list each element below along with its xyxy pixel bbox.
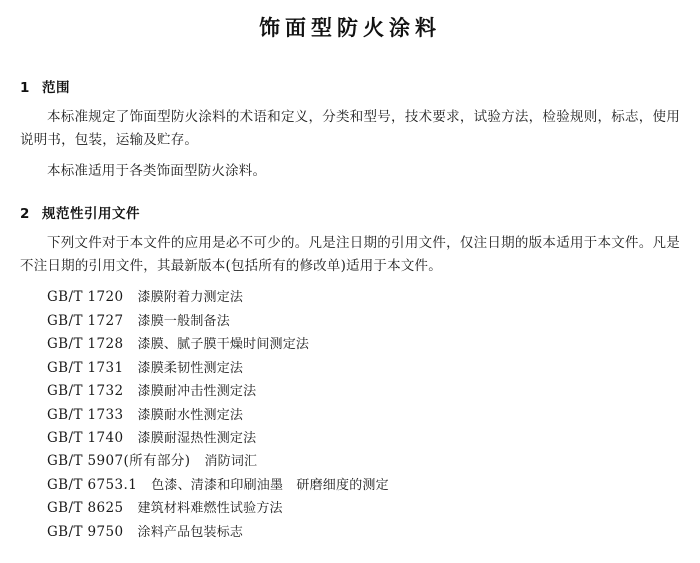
reference-title: 漆膜一般制备法 — [137, 313, 230, 329]
reference-title: 漆膜耐冲击性测定法 — [137, 384, 257, 400]
reference-code: GB/T 1728 — [47, 336, 124, 353]
reference-code: GB/T 1720 — [47, 289, 124, 306]
list-item — [20, 474, 680, 497]
list-item — [20, 427, 680, 450]
reference-code: GB/T 5907(所有部分) — [47, 453, 191, 470]
list-item — [20, 333, 680, 356]
reference-code: GB/T 1727 — [47, 312, 124, 329]
reference-title: 消防词汇 — [204, 454, 258, 470]
list-item — [20, 380, 680, 403]
page-title: 饰面型防火涂料 — [259, 16, 441, 40]
references-intro-paragraph: 下列文件对于本文件的应用是必不可少的。凡是注日期的引用文件，仅注日期的版本适用于本文件。凡是不注日期的引用文件，其最新版本(包括所有的修改单)适用于本文件。 — [20, 234, 680, 274]
list-item — [20, 286, 680, 309]
section-title: 规范性引用文件 — [42, 205, 140, 222]
section-title: 范围 — [42, 80, 70, 96]
section-number: 2 — [20, 205, 30, 222]
section-heading-normative-references — [20, 202, 680, 222]
scope-paragraph-2: 本标准适用于各类饰面型防火涂料。 — [47, 163, 267, 180]
reference-code: GB/T 1731 — [47, 359, 124, 376]
section-number: 1 — [20, 80, 30, 96]
normative-reference-list — [20, 286, 680, 544]
reference-title: 建筑材料难燃性试验方法 — [137, 501, 283, 517]
list-item — [20, 404, 680, 427]
scope-paragraph-1: 本标准规定了饰面型防火涂料的术语和定义，分类和型号，技术要求，试验方法，检验规则，标志，使用说明书，包装，运输及贮存。 — [20, 109, 680, 149]
reference-title: 漆膜耐水性测定法 — [137, 407, 244, 423]
reference-title: 漆膜柔韧性测定法 — [137, 360, 244, 376]
list-item — [20, 357, 680, 380]
reference-title: 漆膜附着力测定法 — [137, 290, 244, 306]
reference-code: GB/T 1732 — [47, 383, 124, 400]
reference-code: GB/T 6753.1 — [47, 476, 138, 493]
reference-title: 涂料产品包装标志 — [137, 524, 244, 540]
reference-code: GB/T 8625 — [47, 500, 124, 517]
reference-code: GB/T 1733 — [47, 406, 124, 423]
list-item — [20, 497, 680, 520]
reference-title: 漆膜、腻子膜干燥时间测定法 — [137, 337, 310, 353]
reference-code: GB/T 1740 — [47, 430, 124, 446]
list-item — [20, 521, 680, 544]
reference-title: 漆膜耐湿热性测定法 — [137, 431, 257, 446]
list-item — [20, 450, 680, 473]
document-page — [0, 12, 700, 563]
section-heading-scope — [20, 76, 680, 96]
reference-title: 色漆、清漆和印刷油墨 研磨细度的测定 — [151, 477, 389, 493]
reference-code: GB/T 9750 — [47, 523, 124, 540]
list-item — [20, 310, 680, 333]
